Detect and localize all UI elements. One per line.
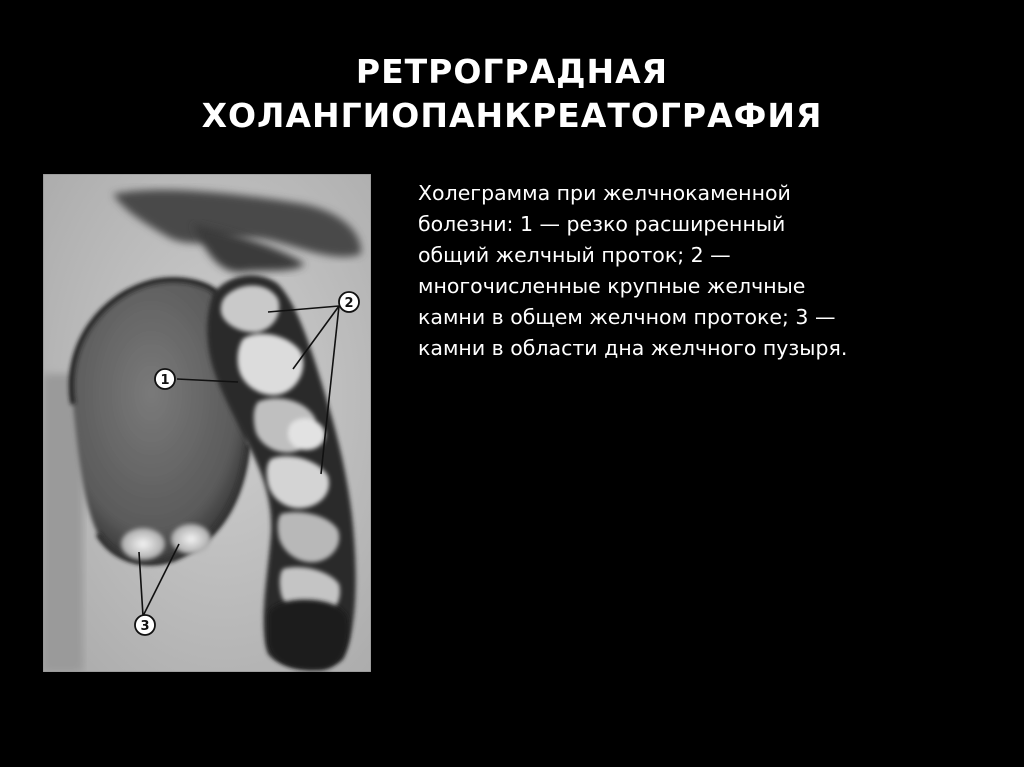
marker-3 <box>135 615 155 635</box>
marker-1 <box>155 369 175 389</box>
caption-line-1: Холеграмма при желчнокаменной <box>418 181 791 205</box>
figure-caption <box>418 178 918 364</box>
slide-title <box>0 50 1024 138</box>
slide-title-line-2: ХОЛАНГИОПАНКРЕАТОГРАФИЯ <box>201 96 823 135</box>
svg-text:2: 2 <box>344 296 354 311</box>
caption-line-5: камни в общем желчном протоке; 3 — <box>418 305 836 329</box>
cholangiogram-image <box>43 174 371 672</box>
svg-text:3: 3 <box>140 619 150 634</box>
caption-line-2: болезни: 1 — резко расширенный <box>418 212 786 236</box>
caption-line-4: многочисленные крупные желчные <box>418 274 806 298</box>
svg-text:1: 1 <box>160 373 170 388</box>
marker-2 <box>339 292 359 312</box>
slide-title-line-1: РЕТРОГРАДНАЯ <box>355 52 669 91</box>
caption-line-6: камни в области дна желчного пузыря. <box>418 336 848 360</box>
gallbladder-stone <box>121 528 165 560</box>
caption-line-3: общий желчный проток; 2 — <box>418 243 731 267</box>
